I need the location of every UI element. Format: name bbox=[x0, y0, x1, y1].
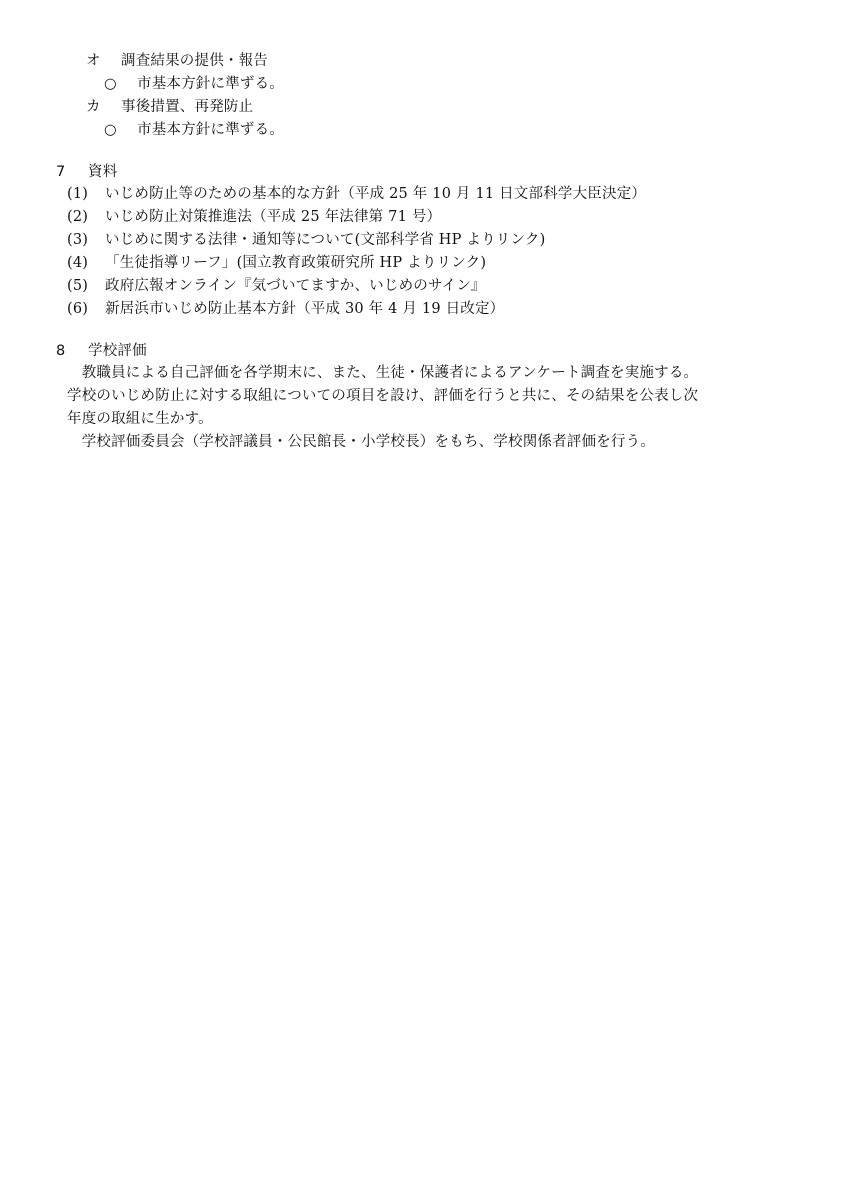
list-item-number: (2) bbox=[67, 209, 89, 225]
section6-item-ka-detail bbox=[104, 119, 284, 142]
section8-paragraph1-line3: 年度の取組に生かす。 bbox=[67, 411, 213, 427]
list-item-text: いじめ防止対策推進法（平成 25 年法律第 71 号） bbox=[105, 209, 442, 225]
item-detail-text: 市基本方針に準ずる。 bbox=[137, 76, 284, 92]
section-number: 8 bbox=[56, 343, 66, 359]
section8-paragraph2: 学校評価委員会（学校評議員・公民館長・小学校長）をもち、学校関係者評価を行う。 bbox=[67, 434, 655, 450]
list-item-text: 「生徒指導リーフ」(国立教育政策研究所 HP よりリンク) bbox=[105, 255, 487, 271]
section8-heading bbox=[56, 340, 147, 363]
section-title: 資料 bbox=[88, 164, 118, 180]
section7-list-item-4 bbox=[67, 252, 486, 275]
list-item-text: 新居浜市いじめ防止基本方針（平成 30 年 4 月 19 日改定） bbox=[105, 301, 505, 317]
list-item-number: (5) bbox=[67, 278, 89, 294]
section-title: 学校評価 bbox=[88, 343, 147, 359]
bullet-circle-icon: ○ bbox=[104, 122, 117, 138]
item-label: カ bbox=[86, 99, 101, 115]
section7-heading bbox=[56, 161, 117, 184]
list-item-number: (1) bbox=[67, 186, 89, 202]
section6-item-o-detail bbox=[104, 73, 284, 96]
list-item-text: いじめ防止等のための基本的な方針（平成 25 年 10 月 11 日文部科学大臣決定） bbox=[105, 186, 647, 202]
section7-list-item-3 bbox=[67, 229, 545, 252]
list-item-number: (6) bbox=[67, 301, 89, 317]
section7-list-item-1 bbox=[67, 183, 646, 206]
list-item-number: (3) bbox=[67, 232, 89, 248]
list-item-text: いじめに関する法律・通知等について(文部科学省 HP よりリンク) bbox=[105, 232, 546, 248]
section7-list-item-2 bbox=[67, 206, 441, 229]
section8-paragraph1-line1: 教職員による自己評価を各学期末に、また、生徒・保護者によるアンケート調査を実施する。 bbox=[67, 365, 699, 381]
bullet-circle-icon: ○ bbox=[104, 76, 117, 92]
item-title: 事後措置、再発防止 bbox=[121, 99, 254, 115]
section7-list-item-5 bbox=[67, 275, 486, 298]
list-item-number: (4) bbox=[67, 255, 89, 271]
item-detail-text: 市基本方針に準ずる。 bbox=[137, 122, 284, 138]
item-label: オ bbox=[86, 53, 101, 69]
list-item-text: 政府広報オンライン『気づいてますか、いじめのサイン』 bbox=[105, 278, 486, 294]
section8-paragraph1-line2: 学校のいじめ防止に対する取組についての項目を設け、評価を行うと共に、その結果を公表し次 bbox=[67, 388, 699, 404]
section6-item-ka bbox=[86, 96, 253, 119]
section-number: 7 bbox=[56, 164, 66, 180]
section7-list-item-6 bbox=[67, 298, 504, 321]
section6-item-o bbox=[86, 50, 268, 73]
item-title: 調査結果の提供・報告 bbox=[121, 53, 268, 69]
